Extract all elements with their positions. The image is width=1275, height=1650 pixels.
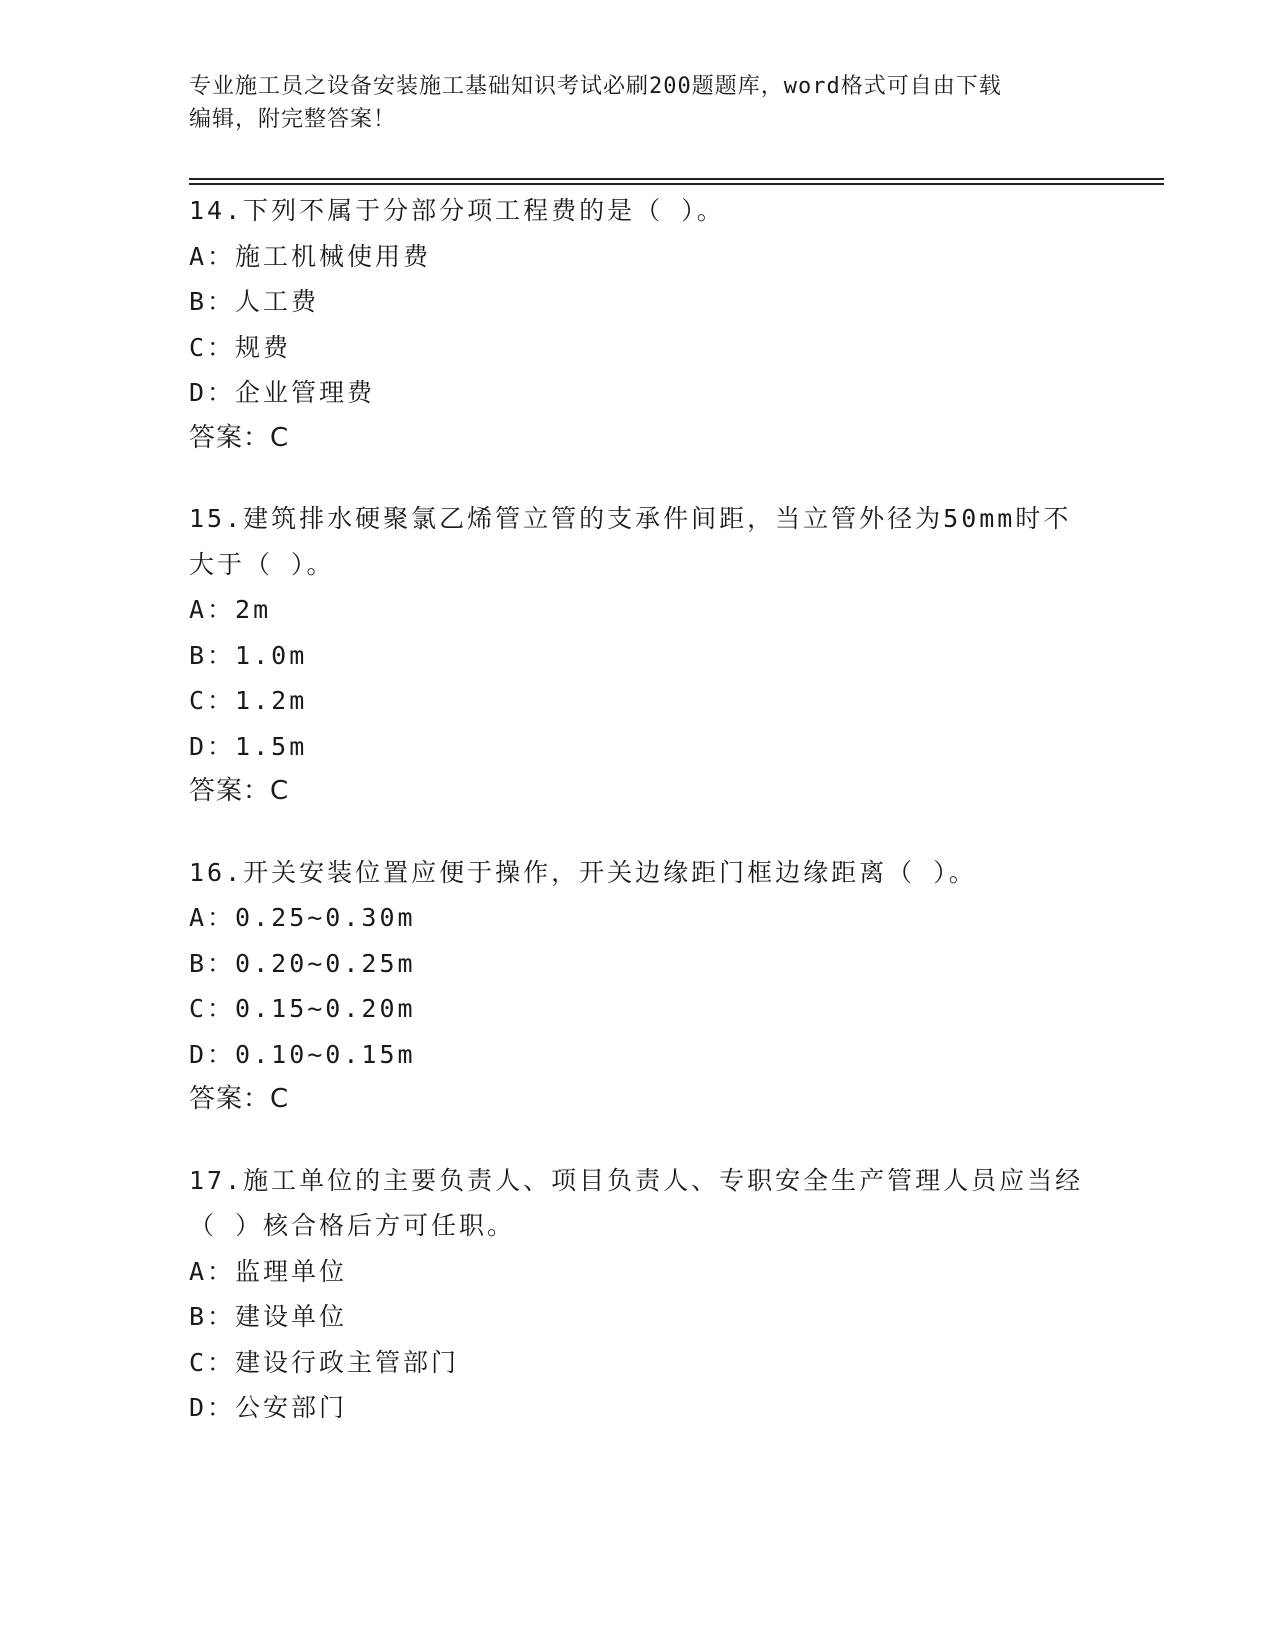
header-line-1: 专业施工员之设备安装施工基础知识考试必刷200题题库，word格式可自由下载 — [189, 74, 1002, 99]
option-b: B：建设单位 — [189, 1302, 348, 1331]
option-a: A：监理单位 — [189, 1256, 348, 1286]
question-17 — [189, 1158, 1089, 1431]
question-text: 17.施工单位的主要负责人、项目负责人、专职安全生产管理人员应当经（ ）核合格后方可任职。 — [189, 1165, 1084, 1240]
header-divider-bottom — [189, 183, 1164, 185]
option-d: D：企业管理费 — [189, 378, 376, 407]
option-b: B：1.0m — [189, 640, 308, 670]
option-a: A：0.25~0.30m — [189, 903, 416, 932]
question-text: 15.建筑排水硬聚氯乙烯管立管的支承件间距，当立管外径为50mm时不大于（ ）。 — [189, 504, 1072, 579]
question-list — [189, 188, 1089, 1466]
option-d: D：0.10~0.15m — [189, 1039, 416, 1069]
option-a: A：2m — [189, 595, 272, 624]
option-a: A：施工机械使用费 — [189, 241, 432, 271]
header-divider-top — [189, 178, 1164, 180]
answer-line: 答案：C — [189, 422, 290, 453]
answer-line: 答案：C — [189, 1084, 290, 1114]
question-16 — [189, 850, 1089, 1123]
question-text: 14.下列不属于分部分项工程费的是（ ）。 — [189, 196, 725, 225]
option-d: D：公安部门 — [189, 1393, 348, 1422]
document-header — [189, 70, 1089, 136]
option-c: C：0.15~0.20m — [189, 994, 416, 1023]
option-b: B：0.20~0.25m — [189, 948, 416, 978]
option-d: D：1.5m — [189, 731, 308, 761]
option-c: C：规费 — [189, 332, 292, 362]
question-14 — [189, 188, 1089, 461]
answer-line: 答案：C — [189, 776, 290, 806]
option-c: C：建设行政主管部门 — [189, 1347, 460, 1377]
header-line-2: 编辑，附完整答案！ — [189, 107, 397, 132]
question-15 — [189, 496, 1089, 815]
question-text: 16.开关安装位置应便于操作，开关边缘距门框边缘距离（ ）。 — [189, 857, 977, 887]
option-c: C：1.2m — [189, 686, 308, 715]
option-b: B：人工费 — [189, 287, 320, 316]
